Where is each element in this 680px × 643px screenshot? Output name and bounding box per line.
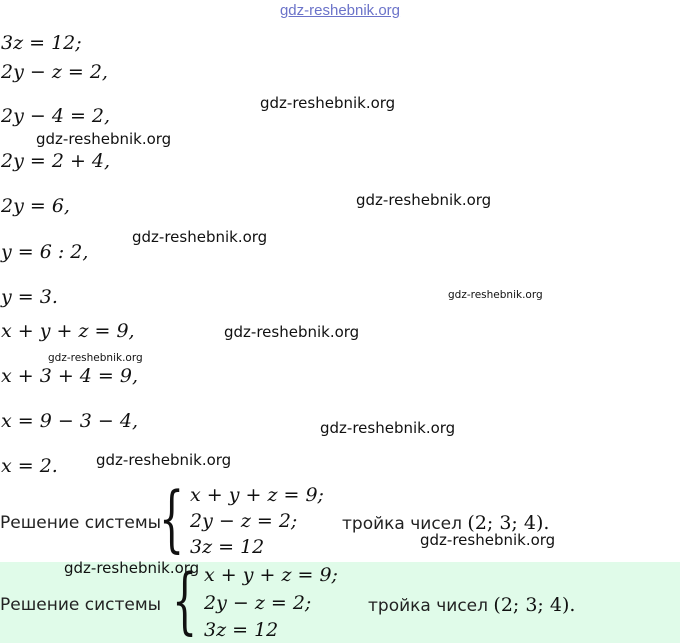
- answer: [368, 594, 575, 616]
- answer-value: (2; 3; 4).: [467, 512, 550, 534]
- equation-step: x + 3 + 4 = 9,: [1, 365, 139, 387]
- watermark: gdz-reshebnik.org: [356, 191, 492, 209]
- equation-step: 3z = 12;: [1, 32, 82, 54]
- equation-step: x + y + z = 9,: [1, 320, 135, 342]
- watermark: gdz-reshebnik.org: [448, 289, 543, 301]
- equation-step: 2y − z = 2,: [1, 61, 108, 83]
- solution-label: Решение системы: [0, 595, 162, 615]
- watermark: gdz-reshebnik.org: [132, 228, 268, 246]
- watermark: gdz-reshebnik.org: [48, 352, 143, 364]
- watermark: gdz-reshebnik.org: [224, 323, 360, 341]
- system-equation: 3z = 12: [190, 536, 265, 558]
- watermark: gdz-reshebnik.org: [420, 531, 556, 549]
- system-equation: 3z = 12: [204, 619, 279, 641]
- answer-value: (2; 3; 4).: [493, 594, 576, 616]
- equation-step: y = 3.: [1, 286, 58, 308]
- system-equation: 2y − z = 2;: [190, 510, 298, 532]
- watermark: gdz-reshebnik.org: [96, 451, 232, 469]
- equation-step: 2y = 2 + 4,: [1, 150, 111, 172]
- equation-step: 2y = 6,: [1, 195, 70, 217]
- watermark: gdz-reshebnik.org: [64, 559, 200, 577]
- left-brace: {: [159, 476, 185, 560]
- equation-step: y = 6 : 2,: [1, 241, 89, 263]
- system-equation: 2y − z = 2;: [204, 592, 312, 614]
- system-equation: x + y + z = 9;: [204, 564, 338, 586]
- watermark: gdz-reshebnik.org: [260, 94, 396, 112]
- watermark: gdz-reshebnik.org: [36, 130, 172, 148]
- header-watermark[interactable]: gdz-reshebnik.org: [279, 2, 401, 19]
- equation-step: x = 9 − 3 − 4,: [1, 410, 139, 432]
- answer-text: тройка чисел: [342, 514, 462, 534]
- answer-text: тройка чисел: [368, 596, 488, 616]
- left-brace: {: [172, 558, 198, 642]
- solution-line-highlighted: [0, 558, 680, 642]
- equation-step: 2y − 4 = 2,: [1, 105, 111, 127]
- watermark: gdz-reshebnik.org: [320, 419, 456, 437]
- equation-step: x = 2.: [1, 455, 58, 477]
- solution-label: Решение системы: [0, 513, 162, 533]
- system-equation: x + y + z = 9;: [190, 484, 324, 506]
- solution-line: [0, 476, 680, 560]
- answer: [342, 512, 549, 534]
